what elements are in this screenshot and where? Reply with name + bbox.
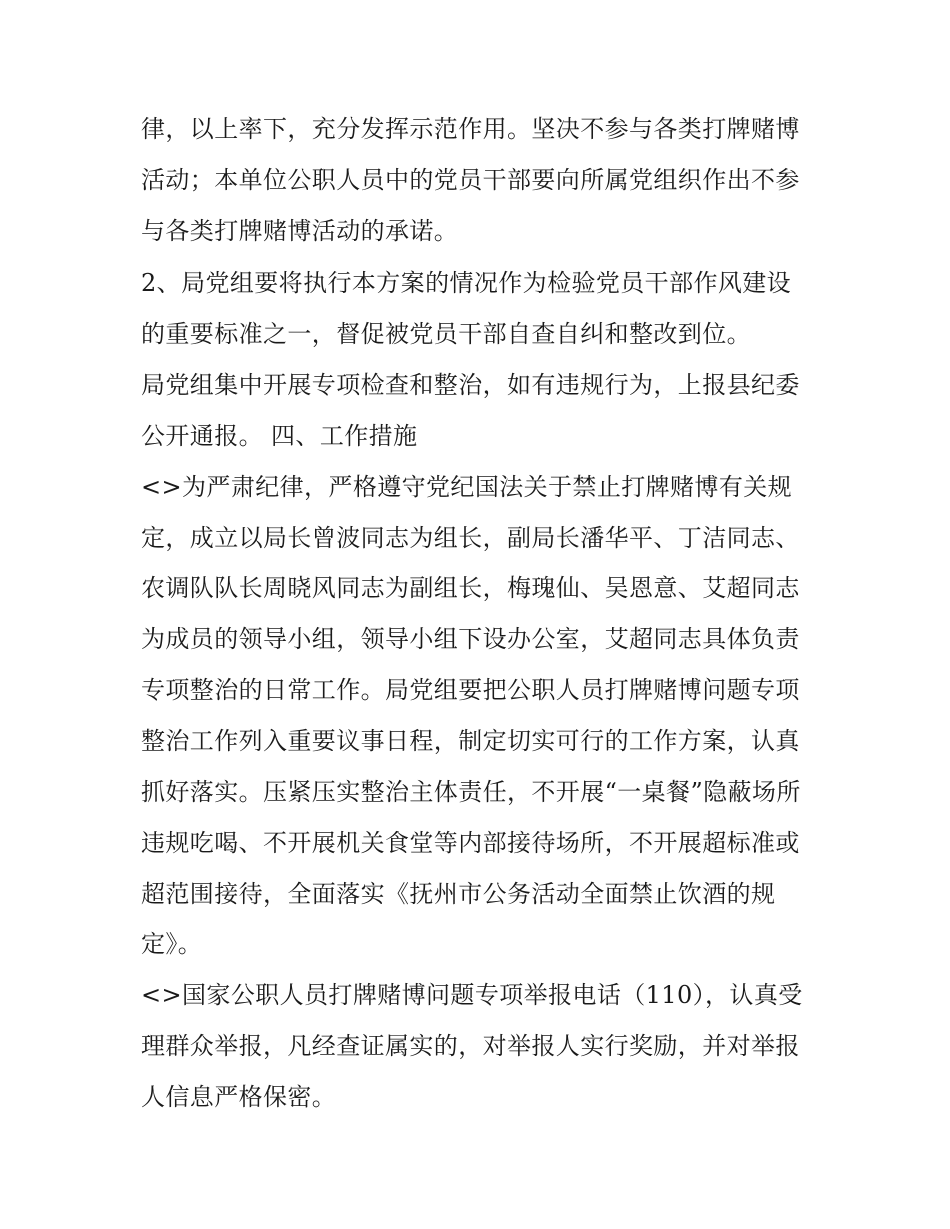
text-line: 律，以上率下，充分发挥示范作用。坚决不参与各类打牌赌博 xyxy=(141,115,800,143)
text-line: 违规吃喝、不开展机关食堂等内部接待场所，不开展超标准或 xyxy=(141,829,800,857)
text-line: 定，成立以局长曾波同志为组长，副局长潘华平、丁洁同志、 xyxy=(141,524,800,552)
text-line: 专项整治的日常工作。局党组要把公职人员打牌赌博问题专项 xyxy=(141,676,800,704)
text-line: 活动；本单位公职人员中的党员干部要向所属党组织作出不参 xyxy=(141,166,800,194)
text-line: <>为严肃纪律，严格遵守党纪国法关于禁止打牌赌博有关规 xyxy=(141,473,793,501)
text-line: 定》。 xyxy=(141,930,203,958)
text-line: 局党组集中开展专项检查和整治，如有违规行为，上报县纪委 xyxy=(141,371,800,399)
text-line: 农调队队长周晓风同志为副组长，梅瑰仙、吴恩意、艾超同志 xyxy=(141,574,800,602)
text-line: 整治工作列入重要议事日程，制定切实可行的工作方案，认真 xyxy=(141,727,800,755)
text-line: 公开通报。 四、工作措施 xyxy=(141,422,418,450)
text-line: 为成员的领导小组，领导小组下设办公室，艾超同志具体负责 xyxy=(141,625,800,653)
text-line: 理群众举报，凡经查证属实的，对举报人实行奖励，并对举报 xyxy=(141,1032,800,1060)
text-line: 抓好落实。压紧压实整治主体责任，不开展“一桌餐”隐蔽场所 xyxy=(141,778,801,806)
text-line: 人信息严格保密。 xyxy=(141,1083,337,1111)
text-line: 的重要标准之一，督促被党员干部自查自纠和整改到位。 xyxy=(141,320,751,348)
text-line: 与各类打牌赌博活动的承诺。 xyxy=(141,217,459,245)
text-line: 2、局党组要将执行本方案的情况作为检验党员干部作风建设 xyxy=(141,269,792,297)
text-line: 超范围接待，全面落实《抚州市公务活动全面禁止饮酒的规 xyxy=(141,880,776,908)
text-line: <>国家公职人员打牌赌博问题专项举报电话（110），认真受 xyxy=(141,981,803,1009)
